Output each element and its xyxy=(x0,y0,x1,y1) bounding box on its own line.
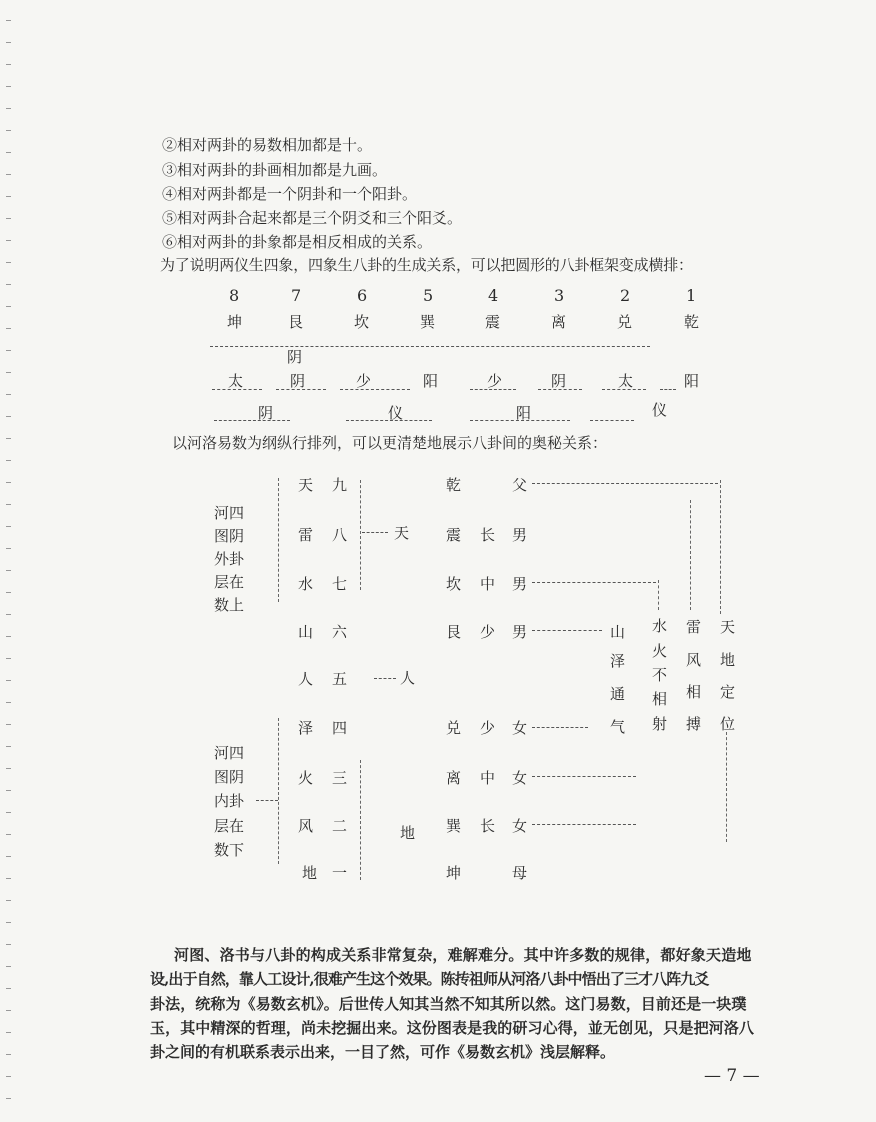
pair-char: 相 xyxy=(686,683,702,701)
symbol: 泽 xyxy=(298,719,314,737)
tier-connector xyxy=(374,678,396,679)
label-char: 层在 xyxy=(214,817,245,835)
label-char: 河四 xyxy=(214,744,245,762)
trigram-name: 兑 xyxy=(617,313,633,331)
number: 九 xyxy=(332,476,348,494)
trigram-divider-dash xyxy=(210,346,650,347)
pair-connector xyxy=(532,630,602,631)
trigram-name: 坤 xyxy=(227,313,243,331)
label-char: 数下 xyxy=(214,841,245,859)
label-char: 数上 xyxy=(214,596,245,614)
four-image-label: 太 xyxy=(228,372,244,390)
label-char: 外卦 xyxy=(214,550,245,568)
pair-connector xyxy=(690,500,691,610)
intro-line-5: ⑤相对两卦合起来都是三个阴爻和三个阳爻。 xyxy=(162,209,463,227)
number: 八 xyxy=(332,526,348,544)
paragraph-line: 卦之间的有机联系表示出来，一目了然，可作《易数玄机》浅层解释。 xyxy=(150,1043,616,1061)
trigram: 离 xyxy=(446,769,462,787)
symbol: 雷 xyxy=(298,526,314,544)
underline xyxy=(538,389,582,390)
relation-rank: 少 xyxy=(480,623,496,641)
lead-sentence: 为了说明两仪生四象，四象生八卦的生成关系，可以把圆形的八卦框架变成横排： xyxy=(160,256,693,274)
tier-human: 人 xyxy=(400,669,416,687)
underline xyxy=(346,420,432,421)
trigram-number: 3 xyxy=(554,286,565,305)
two-mode-label: 仪 xyxy=(652,401,668,419)
label-char: 层在 xyxy=(214,573,245,591)
relation-role: 女 xyxy=(512,817,528,835)
trigram: 坎 xyxy=(446,575,462,593)
underline xyxy=(660,389,676,390)
trigram: 坤 xyxy=(446,864,462,882)
pair-char: 搏 xyxy=(686,715,702,733)
pair-connector xyxy=(532,776,636,777)
symbol: 山 xyxy=(298,623,314,641)
relation-rank: 少 xyxy=(480,719,496,737)
pair-char: 定 xyxy=(720,683,736,701)
symbol: 水 xyxy=(298,575,314,593)
outer-bracket xyxy=(278,478,279,602)
trigram-name: 震 xyxy=(485,313,501,331)
trigram-number: 4 xyxy=(488,286,499,305)
label-char: 河四 xyxy=(214,504,245,522)
trigram-number: 8 xyxy=(229,286,240,305)
binding-edge xyxy=(0,0,14,1122)
inner-label-connector xyxy=(256,800,278,801)
label-char: 内卦 xyxy=(214,792,245,810)
trigram-name: 乾 xyxy=(684,313,700,331)
trigram: 兑 xyxy=(446,719,462,737)
trigram: 艮 xyxy=(446,623,462,641)
heaven-bracket xyxy=(360,480,361,590)
symbol: 火 xyxy=(298,769,314,787)
trigram-number: 2 xyxy=(620,286,631,305)
four-image-label: 阳 xyxy=(684,372,700,390)
four-image-label: 少 xyxy=(487,372,503,390)
trigram-number: 5 xyxy=(423,286,434,305)
four-image-label: 少 xyxy=(356,372,372,390)
pair-char: 水 xyxy=(652,617,668,635)
two-mode-label: 阳 xyxy=(516,404,532,422)
pair-char: 射 xyxy=(652,715,668,733)
four-image-label: 阴 xyxy=(551,372,567,390)
four-image-label: 阴 xyxy=(290,372,306,390)
pair-char: 风 xyxy=(686,651,702,669)
hetu-sentence: 以河洛易数为纲纵行排列，可以更清楚地展示八卦间的奥秘关系： xyxy=(172,434,608,452)
underline xyxy=(212,389,262,390)
relation-role: 女 xyxy=(512,769,528,787)
relation-role: 父 xyxy=(512,476,528,494)
relation-rank: 中 xyxy=(480,575,496,593)
pair-char: 不 xyxy=(652,666,668,684)
trigram: 震 xyxy=(446,526,462,544)
paragraph-line: 设,出于自然，靠人工设计,很难产生这个效果。陈抟祖师从河洛八卦中悟出了三才八阵九爻 xyxy=(150,970,709,988)
pair-connector xyxy=(720,480,721,614)
trigram-name: 艮 xyxy=(288,313,304,331)
number: 二 xyxy=(332,817,348,835)
pair-char: 泽 xyxy=(610,652,626,670)
relation-role: 男 xyxy=(512,623,528,641)
intro-line-2: ②相对两卦的易数相加都是十。 xyxy=(162,136,373,154)
trigram-number: 7 xyxy=(291,286,302,305)
number: 六 xyxy=(332,623,348,641)
symbol: 天 xyxy=(298,476,314,494)
underline xyxy=(214,420,290,421)
relation-role: 母 xyxy=(512,864,528,882)
yin-mark: 阴 xyxy=(287,348,303,366)
underline xyxy=(590,420,634,421)
underline xyxy=(470,389,516,390)
trigram-name: 巽 xyxy=(420,313,436,331)
two-mode-label: 仪 xyxy=(388,404,404,422)
inner-bracket xyxy=(278,718,279,864)
four-image-label: 阳 xyxy=(423,372,439,390)
trigram-number: 6 xyxy=(357,286,368,305)
trigram-name: 坎 xyxy=(354,313,370,331)
pair-connector xyxy=(532,483,718,484)
relation-rank: 中 xyxy=(480,769,496,787)
intro-line-4: ④相对两卦都是一个阴卦和一个阳卦。 xyxy=(162,185,418,203)
label-char: 图阴 xyxy=(214,527,245,545)
intro-line-3: ③相对两卦的卦画相加都是九画。 xyxy=(162,161,388,179)
page-number: — 7 — xyxy=(704,1066,760,1086)
pair-char: 雷 xyxy=(686,618,702,636)
relation-rank: 长 xyxy=(480,526,496,544)
pair-char: 相 xyxy=(652,690,668,708)
number: 一 xyxy=(332,864,348,882)
trigram: 乾 xyxy=(446,476,462,494)
pair-connector xyxy=(658,580,659,610)
trigram-number: 1 xyxy=(686,286,697,305)
tier-earth: 地 xyxy=(400,824,416,842)
paragraph-line: 卦法，统称为《易数玄机》。后世传人知其当然不知其所以然。这门易数，目前还是一块璞 xyxy=(150,995,747,1013)
pair-char: 山 xyxy=(610,623,626,641)
trigram: 巽 xyxy=(446,817,462,835)
paragraph-line: 玉，其中精深的哲理，尚未挖掘出来。这份图表是我的研习心得，並无创见，只是把河洛八 xyxy=(150,1019,755,1037)
intro-line-6: ⑥相对两卦的卦象都是相反相成的关系。 xyxy=(162,233,433,251)
relation-role: 男 xyxy=(512,526,528,544)
earth-bracket xyxy=(360,760,361,880)
number: 四 xyxy=(332,719,348,737)
trigram-name: 离 xyxy=(551,313,567,331)
underline xyxy=(276,389,326,390)
number: 三 xyxy=(332,769,348,787)
paragraph-line: 河图、洛书与八卦的构成关系非常复杂，难解难分。其中许多数的规律，都好象天造地 xyxy=(174,946,752,964)
pair-connector xyxy=(532,727,588,728)
pair-char: 通 xyxy=(610,685,626,703)
number: 五 xyxy=(332,670,348,688)
symbol: 风 xyxy=(298,817,314,835)
two-mode-label: 阴 xyxy=(258,404,274,422)
underline xyxy=(602,389,646,390)
number: 七 xyxy=(332,575,348,593)
pair-connector xyxy=(532,582,656,583)
pair-connector xyxy=(532,824,636,825)
tier-connector xyxy=(362,532,388,533)
pair-connector xyxy=(726,732,727,842)
tier-heaven: 天 xyxy=(394,524,410,542)
pair-char: 气 xyxy=(610,718,626,736)
underline xyxy=(470,420,570,421)
relation-rank: 长 xyxy=(480,817,496,835)
four-image-label: 太 xyxy=(618,372,634,390)
underline xyxy=(340,389,410,390)
symbol: 地 xyxy=(302,864,318,882)
label-char: 图阴 xyxy=(214,768,245,786)
relation-role: 男 xyxy=(512,575,528,593)
pair-char: 地 xyxy=(720,651,736,669)
pair-char: 位 xyxy=(720,715,736,733)
symbol: 人 xyxy=(298,670,314,688)
relation-role: 女 xyxy=(512,719,528,737)
pair-char: 火 xyxy=(652,642,668,660)
pair-char: 天 xyxy=(720,618,736,636)
